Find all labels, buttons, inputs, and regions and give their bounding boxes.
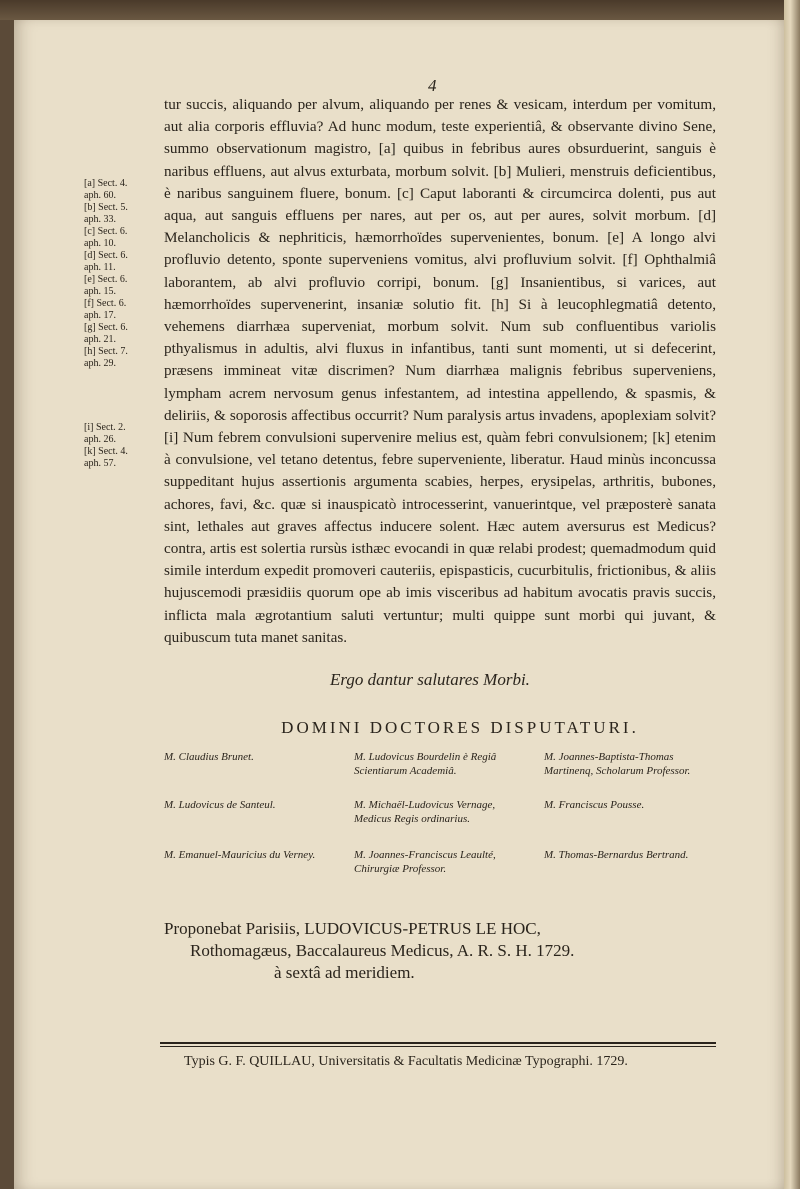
margin-note: aph. 29. [84, 358, 116, 369]
margin-notes [84, 178, 154, 370]
conclusion-line: Ergo dantur salutares Morbi. [330, 670, 530, 689]
margin-note: aph. 57. [84, 458, 116, 469]
margin-note: aph. 17. [84, 310, 116, 321]
margin-note: aph. 11. [84, 262, 116, 273]
paragraph-text: tur succis, aliquando per alvum, aliquando per renes & vesicam, interdum per vomitum, aut alia corporis effluvia? Ad hunc modum, teste experientiâ, & observante divino Sene, summo observationum magistro, [a] quibus in febribus aures obsurduerint, sanguis è naribus effluens, aut alvus exturbata, morbum solvit. [b] Mulieri, menstruis deficientibus, è naribus sanguinem fluere, bonum. [c] Caput laboranti & circumcirca dolenti, pus aut aqua, aut sanguis effluens per nares, aut per os, aut per aures, solvit morbum. [d] Melancholicis & nephriticis, hæmorrhoïdes supervenientes, bonum. [e] A longo alvi profluvio detento, sponte superveniens vomitus, alvi profluvium solvit. [f] Ophthalmiâ laborantem, ab alvi profluvio corripi, bonum. [g] Insanientibus, si varices, aut hæmorrhoïdes supervenerint, insaniæ solutio fit. [h] Si à leucophlegmatiâ detento, vehemens diarrhæa superveniat, morbum solvit. Num sub confluentibus variolis pthyalismus in adultis, alvi fluxus in infantibus, tanti sunt momenti, ut si defecerint, præsens immineat vitæ discrimen? Num diarrhæa malignis febribus superveniens, lympham acrem nervosum genus infestantem, ad intestina appellendo, & spasmis, & deliriis, & soporosis affectibus occurrit? Num paralysis artus invadens, apoplexiam solvit? [i] Num febrem convulsioni supervenire melius est, quàm febri convulsionem; [k] etenim à convulsione, vel tetano detentus, febre superveniente, liberatur. Haud minùs inconcussa suppeditant hujus assertionis argumenta scabies, herpes, erysipelas, arthritis, bubones, achores, favi, &c. quæ si inauspicatò introcesserint, vanuerintque, vel præposterè sanata sint, lethales aut graves affectus inducere solent. Hæc autem aversurus est Medicus? contra, artis est solertia rursùs isthæc evocandi in quæ relabi prodest; quemadmodum quid simile interdum expedit promoveri cauteriis, epispasticis, cucurbitulis, frictionibus, & aliis hujuscemodi præsidiis quorum ope ab imis visceribus ad habitum avocatis pravis succis, inflicta mala ægrotantium saluti vertuntur; multi quippe sunt morbi qui juvant, & quibuscum tuta manet sanitas. [164, 96, 716, 646]
section-heading: DOMINI DOCTORES DISPUTATURI. [281, 718, 639, 737]
doctor-name: M. Ludovicus de Santeul. [164, 799, 276, 811]
margin-note: [f] Sect. 6. [84, 298, 127, 309]
printer-imprint: Typis G. F. QUILLAU, Universitatis & Facultatis Medicinæ Typographi. 1729. [184, 1054, 628, 1069]
margin-note: aph. 60. [84, 190, 116, 201]
margin-note: [k] Sect. 4. [84, 446, 128, 457]
page-edge [784, 0, 800, 1189]
margin-note: [e] Sect. 6. [84, 274, 128, 285]
doctor-name: M. Ludovicus Bourdelin è Regiâ Scientiarum Academiâ. [354, 751, 497, 777]
doctor-name: M. Joannes-Baptista-Thomas Martinenq, Scholarum Professor. [544, 751, 691, 777]
divider-rule [160, 1046, 716, 1047]
proponebat-line: Rothomagæus, Baccalaureus Medicus, A. R. S. H. 1729. [190, 941, 575, 960]
doctor-name: M. Joannes-Franciscus Leaulté, Chirurgiæ Professor. [354, 849, 496, 875]
doctor-name: M. Franciscus Pousse. [544, 799, 645, 811]
margin-note: [h] Sect. 7. [84, 346, 128, 357]
margin-note: [g] Sect. 6. [84, 322, 128, 333]
margin-note: aph. 26. [84, 434, 116, 445]
margin-note: aph. 21. [84, 334, 116, 345]
margin-note: [a] Sect. 4. [84, 178, 128, 189]
margin-note: [d] Sect. 6. [84, 250, 128, 261]
margin-note: [i] Sect. 2. [84, 422, 126, 433]
margin-notes-lower [84, 422, 154, 470]
divider-rule [160, 1042, 716, 1044]
doctor-name: M. Michaël-Ludovicus Vernage, Medicus Regis ordinarius. [354, 799, 496, 825]
doctor-name: M. Claudius Brunet. [164, 751, 254, 763]
doctor-name: M. Thomas-Bernardus Bertrand. [544, 849, 689, 861]
page-number: 4 [428, 76, 437, 95]
margin-note: [c] Sect. 6. [84, 226, 128, 237]
margin-note: aph. 15. [84, 286, 116, 297]
margin-note: [b] Sect. 5. [84, 202, 128, 213]
proponebat-block [164, 918, 724, 984]
proponebat-line: à sextâ ad meridiem. [274, 963, 415, 982]
margin-note: aph. 10. [84, 238, 116, 249]
margin-note: aph. 33. [84, 214, 116, 225]
page-top-band [0, 0, 800, 20]
doctor-name: M. Emanuel-Mauricius du Verney. [164, 849, 316, 861]
main-paragraph [164, 94, 716, 649]
proponebat-line: Proponebat Parisiis, LUDOVICUS-PETRUS LE HOC, [164, 919, 541, 938]
